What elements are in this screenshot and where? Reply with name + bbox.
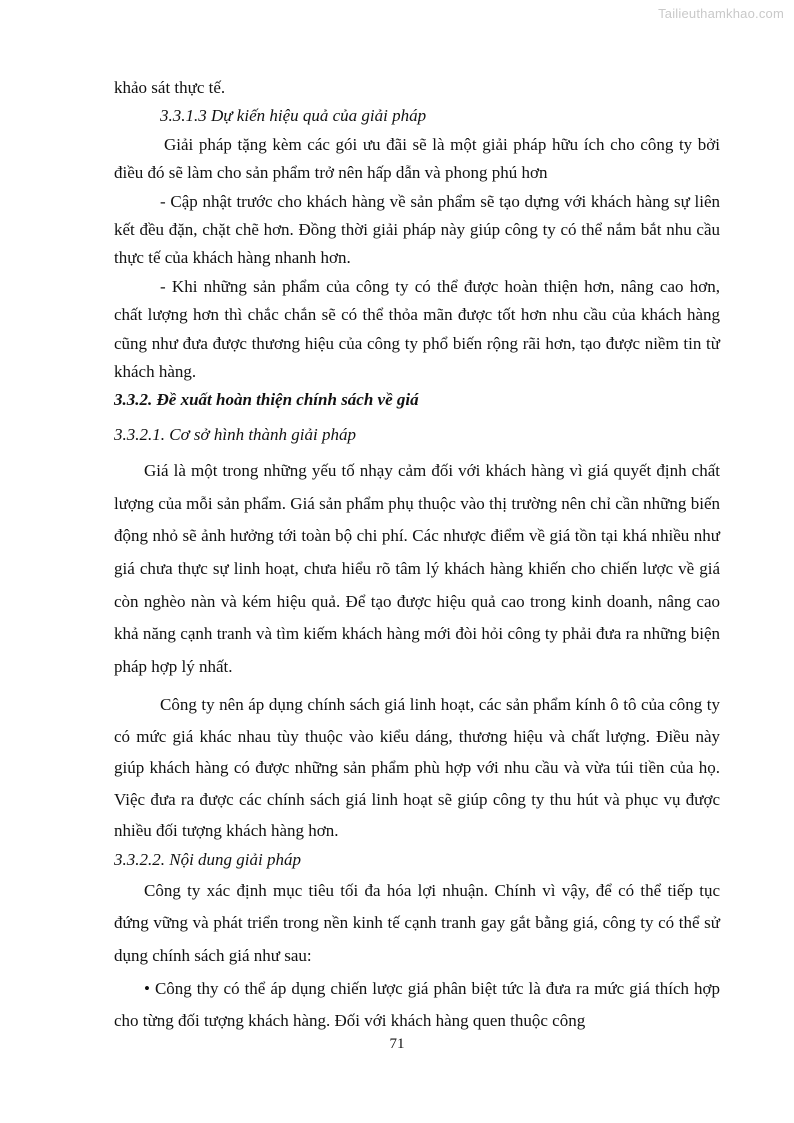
section-heading-3-3-2: 3.3.2. Đề xuất hoàn thiện chính sách về giá xyxy=(114,390,419,410)
page-number: 71 xyxy=(389,1036,405,1052)
paragraph: - Cập nhật trước cho khách hàng về sản phẩm sẽ tạo dựng với khách hàng sự liên kết đều đặn, chặt chẽ hơn. Đồng thời giải pháp này giúp công ty có thể nắm bắt nhu cầu thực tế của khách hàng nhanh hơn. xyxy=(114,191,720,268)
paragraph: Công ty xác định mục tiêu tối đa hóa lợi nhuận. Chính vì vậy, để có thể tiếp tục đứng vững và phát triển trong nền kinh tế cạnh tranh gay gắt bằng giá, công ty có thể sử dụng chính sách giá như sau: xyxy=(114,880,720,966)
paragraph: Công ty nên áp dụng chính sách giá linh hoạt, các sản phẩm kính ô tô của công ty có mức giá khác nhau tùy thuộc vào kiểu dáng, thương hiệu và chất lượng. Điều này giúp khách hàng có được những sản phẩm phù hợp với nhu cầu và vừa túi tiền của họ. Việc đưa ra được các chính sách giá linh hoạt sẽ giúp công ty thu hút và phục vụ được nhiều đối tượng khách hàng hơn. xyxy=(114,695,720,841)
paragraph: - Khi những sản phẩm của công ty có thể được hoàn thiện hơn, nâng cao hơn, chất lượng hơn thì chắc chắn sẽ có thể thỏa mãn được tốt hơn nhu cầu của khách hàng cũng như đưa được thương hiệu của công ty phổ biến rộng rãi hơn, tạo được niềm tin từ khách hàng. xyxy=(114,276,720,382)
paragraph: Giá là một trong những yếu tố nhạy cảm đối với khách hàng vì giá quyết định chất lượng của mỗi sản phẩm. Giá sản phẩm phụ thuộc vào thị trường nên chỉ cần những biến động nhỏ sẽ ảnh hưởng tới toàn bộ chi phí. Các nhược điểm về giá tồn tại khá nhiều như giá chưa thực sự linh hoạt, chưa hiểu rõ tâm lý khách hàng khiến cho chiến lược về giá còn nghèo nàn và kém hiệu quả. Để tạo được hiệu quả cao trong kinh doanh, nâng cao khả năng cạnh tranh và tìm kiếm khách hàng mới đòi hỏi công ty phải đưa ra những biện pháp hợp lý nhất. xyxy=(114,461,720,676)
paragraph-continuation: khảo sát thực tế. xyxy=(114,78,226,97)
paragraph: Giải pháp tặng kèm các gói ưu đãi sẽ là một giải pháp hữu ích cho công ty bởi điều đó sẽ làm cho sản phẩm trở nên hấp dẫn và phong phú hơn xyxy=(114,134,720,183)
bullet-paragraph: • Công thy có thể áp dụng chiến lược giá phân biệt tức là đưa ra mức giá thích hợp cho từng đối tượng khách hàng. Đối với khách hàng quen thuộc công xyxy=(114,978,720,1031)
subsection-heading-3-3-1-3: 3.3.1.3 Dự kiến hiệu quả của giải pháp xyxy=(160,106,427,126)
watermark: Tailieuthamkhao.com xyxy=(658,6,784,21)
subsection-heading-3-3-2-2: 3.3.2.2. Nội dung giải pháp xyxy=(114,850,302,870)
document-page xyxy=(114,74,720,1038)
subsection-heading-3-3-2-1: 3.3.2.1. Cơ sở hình thành giải pháp xyxy=(114,424,356,444)
